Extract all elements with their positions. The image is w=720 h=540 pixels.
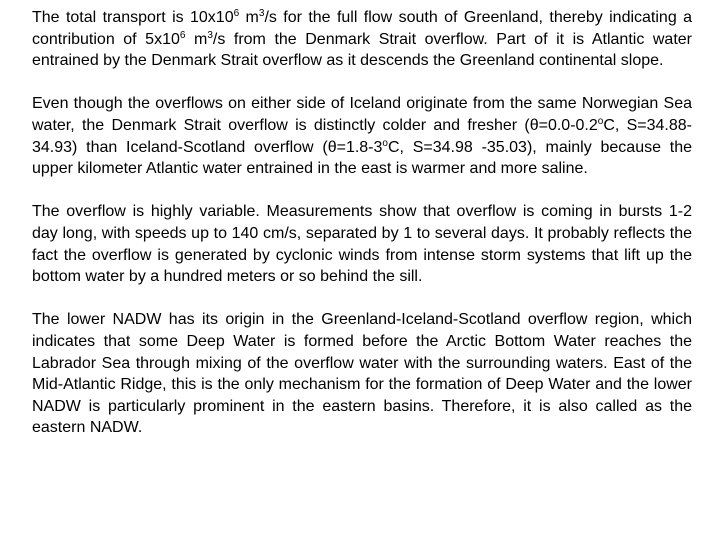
paragraph-total-transport xyxy=(32,7,692,72)
paragraph-text: Even though the overflows on either side of Iceland originate from the same Norwegian Sea water, the Denmark Strait overflow is distinctly colder and fresher (θ=0.0-0.2 xyxy=(32,95,692,134)
paragraph-overflow-comparison xyxy=(32,93,692,179)
paragraph-text: /s from the Denmark Strait overflow. Part of it is Atlantic water entrained by the Denmark Strait overflow as it descends the Greenland continental slope. xyxy=(32,30,692,70)
document-body xyxy=(32,7,692,460)
superscript-degree: o xyxy=(382,137,388,149)
superscript-exponent: 6 xyxy=(233,8,240,19)
superscript-exponent: 6 xyxy=(179,29,186,41)
paragraph-overflow-variability: The overflow is highly variable. Measurements show that overflow is coming in bursts 1-2 day long, with speeds up to 140 cm/s, separated by 1 to several days. It probably reflects the fact the overflow is generated by cyclonic winds from intense storm systems that lift up the bottom water by a hundred meters or so behind the sill. xyxy=(32,203,692,286)
paragraph-lower-nadw: The lower NADW has its origin in the Greenland-Iceland-Scotland overflow region, which indicates that some Deep Water is formed before the Arctic Bottom Water reaches the Labrador Sea through mixing of the overflow water with the surrounding waters. East of the Mid-Atlantic Ridge, this is the only mechanism for the formation of Deep Water and the lower NADW is particularly prominent in the eastern basins. Therefore, it is also called as the eastern NADW. xyxy=(32,311,692,437)
paragraph-text: m xyxy=(239,9,259,26)
paragraph-text: C, S=34.98 -35.03), mainly because the upper kilometer Atlantic water entrained in the east is warmer and more saline. xyxy=(32,138,692,178)
paragraph-text: m xyxy=(185,30,208,48)
paragraph-text: /s for the full flow south of Greenland, thereby indicating a contribution of 5x10 xyxy=(32,9,693,48)
superscript-exponent: 3 xyxy=(258,8,265,19)
paragraph-text: The total transport is 10x10 xyxy=(32,9,234,26)
paragraph-text: C, S=34.88-34.93) than Iceland-Scotland overflow (θ=1.8-3 xyxy=(32,116,692,156)
superscript-degree: o xyxy=(597,115,604,127)
superscript-exponent: 3 xyxy=(207,29,213,41)
